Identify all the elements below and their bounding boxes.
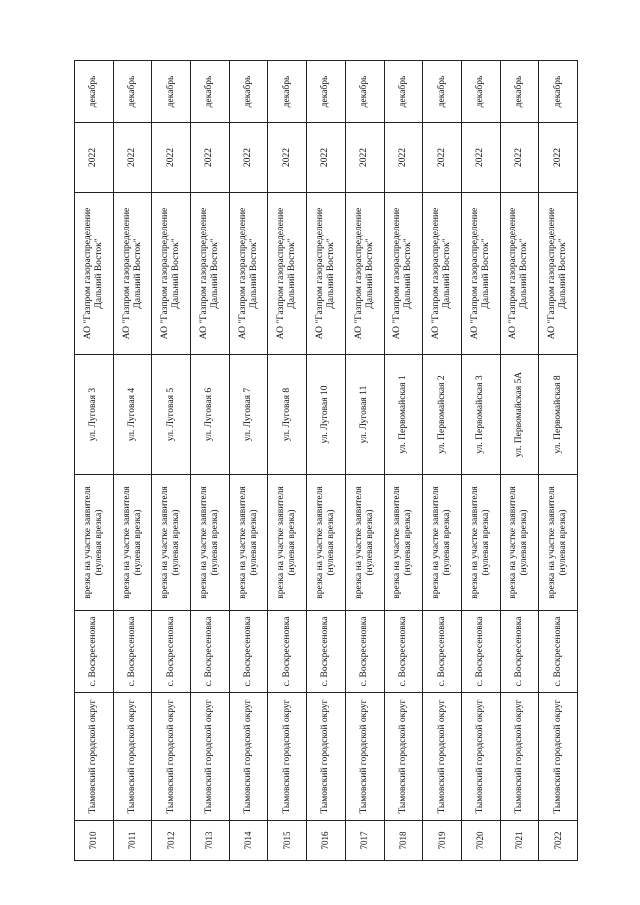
village-cell: с. Воскресеновка — [191, 611, 230, 693]
address-cell: ул. Первомайская 2 — [423, 355, 462, 475]
table-row — [539, 61, 578, 861]
table-row — [500, 61, 539, 861]
row-number: 7022 — [539, 821, 578, 861]
year-cell: 2022 — [345, 123, 384, 193]
row-number: 7013 — [191, 821, 230, 861]
address-cell: ул. Первомайская 8 — [539, 355, 578, 475]
row-number: 7021 — [500, 821, 539, 861]
village-cell: с. Воскресеновка — [423, 611, 462, 693]
table-row — [423, 61, 462, 861]
work-type-cell: врезка на участке заявителя (нулевая врезка) — [307, 475, 346, 611]
district-cell: Тымовский городской округ — [191, 693, 230, 821]
village-cell: с. Воскресеновка — [75, 611, 114, 693]
month-cell: декабрь — [229, 61, 268, 123]
address-cell: ул. Луговая 11 — [345, 355, 384, 475]
row-number: 7016 — [307, 821, 346, 861]
village-cell: с. Воскресеновка — [384, 611, 423, 693]
address-cell: ул. Луговая 6 — [191, 355, 230, 475]
row-number: 7012 — [152, 821, 191, 861]
address-cell: ул. Первомайская 1 — [384, 355, 423, 475]
row-number: 7020 — [461, 821, 500, 861]
year-cell: 2022 — [75, 123, 114, 193]
work-type-cell: врезка на участке заявителя (нулевая врезка) — [152, 475, 191, 611]
district-cell: Тымовский городской округ — [307, 693, 346, 821]
table-row — [461, 61, 500, 861]
district-cell: Тымовский городской округ — [345, 693, 384, 821]
month-cell: декабрь — [423, 61, 462, 123]
organization-cell: АО "Газпром газораспределение Дальний Восток" — [191, 193, 230, 355]
year-cell: 2022 — [307, 123, 346, 193]
month-cell: декабрь — [152, 61, 191, 123]
table-row — [268, 61, 307, 861]
village-cell: с. Воскресеновка — [307, 611, 346, 693]
row-number: 7010 — [75, 821, 114, 861]
work-type-cell: врезка на участке заявителя (нулевая врезка) — [191, 475, 230, 611]
address-cell: ул. Луговая 8 — [268, 355, 307, 475]
village-cell: с. Воскресеновка — [345, 611, 384, 693]
year-cell: 2022 — [268, 123, 307, 193]
village-cell: с. Воскресеновка — [268, 611, 307, 693]
village-cell: с. Воскресеновка — [229, 611, 268, 693]
year-cell: 2022 — [423, 123, 462, 193]
village-cell: с. Воскресеновка — [539, 611, 578, 693]
district-cell: Тымовский городской округ — [229, 693, 268, 821]
year-cell: 2022 — [191, 123, 230, 193]
table-row — [75, 61, 114, 861]
table-row — [345, 61, 384, 861]
district-cell: Тымовский городской округ — [539, 693, 578, 821]
year-cell: 2022 — [539, 123, 578, 193]
table-row — [152, 61, 191, 861]
work-type-cell: врезка на участке заявителя (нулевая врезка) — [539, 475, 578, 611]
row-number: 7014 — [229, 821, 268, 861]
work-type-cell: врезка на участке заявителя (нулевая врезка) — [229, 475, 268, 611]
village-cell: с. Воскресеновка — [500, 611, 539, 693]
address-cell: ул. Луговая 10 — [307, 355, 346, 475]
district-cell: Тымовский городской округ — [152, 693, 191, 821]
table-row — [307, 61, 346, 861]
table-row — [229, 61, 268, 861]
work-type-cell: врезка на участке заявителя (нулевая врезка) — [461, 475, 500, 611]
table-row — [113, 61, 152, 861]
table-row — [191, 61, 230, 861]
month-cell: декабрь — [268, 61, 307, 123]
row-number: 7015 — [268, 821, 307, 861]
organization-cell: АО "Газпром газораспределение Дальний Восток" — [307, 193, 346, 355]
organization-cell: АО "Газпром газораспределение Дальний Восток" — [113, 193, 152, 355]
district-cell: Тымовский городской округ — [461, 693, 500, 821]
month-cell: декабрь — [191, 61, 230, 123]
organization-cell: АО "Газпром газораспределение Дальний Восток" — [345, 193, 384, 355]
organization-cell: АО "Газпром газораспределение Дальний Восток" — [229, 193, 268, 355]
month-cell: декабрь — [75, 61, 114, 123]
gasification-table — [74, 60, 578, 861]
organization-cell: АО "Газпром газораспределение Дальний Восток" — [461, 193, 500, 355]
address-cell: ул. Луговая 4 — [113, 355, 152, 475]
district-cell: Тымовский городской округ — [75, 693, 114, 821]
table-body — [75, 61, 578, 861]
organization-cell: АО "Газпром газораспределение Дальний Восток" — [500, 193, 539, 355]
district-cell: Тымовский городской округ — [500, 693, 539, 821]
year-cell: 2022 — [152, 123, 191, 193]
month-cell: декабрь — [307, 61, 346, 123]
organization-cell: АО "Газпром газораспределение Дальний Восток" — [268, 193, 307, 355]
organization-cell: АО "Газпром газораспределение Дальний Восток" — [539, 193, 578, 355]
village-cell: с. Воскресеновка — [113, 611, 152, 693]
organization-cell: АО "Газпром газораспределение Дальний Восток" — [423, 193, 462, 355]
work-type-cell: врезка на участке заявителя (нулевая врезка) — [268, 475, 307, 611]
month-cell: декабрь — [500, 61, 539, 123]
table-row — [384, 61, 423, 861]
year-cell: 2022 — [229, 123, 268, 193]
organization-cell: АО "Газпром газораспределение Дальний Восток" — [152, 193, 191, 355]
district-cell: Тымовский городской округ — [384, 693, 423, 821]
row-number: 7019 — [423, 821, 462, 861]
address-cell: ул. Луговая 7 — [229, 355, 268, 475]
month-cell: декабрь — [539, 61, 578, 123]
month-cell: декабрь — [384, 61, 423, 123]
work-type-cell: врезка на участке заявителя (нулевая врезка) — [423, 475, 462, 611]
address-cell: ул. Первомайская 3 — [461, 355, 500, 475]
work-type-cell: врезка на участке заявителя (нулевая врезка) — [345, 475, 384, 611]
month-cell: декабрь — [461, 61, 500, 123]
address-cell: ул. Первомайская 5А — [500, 355, 539, 475]
rotated-table-container — [74, 61, 578, 861]
work-type-cell: врезка на участке заявителя (нулевая врезка) — [500, 475, 539, 611]
village-cell: с. Воскресеновка — [152, 611, 191, 693]
year-cell: 2022 — [500, 123, 539, 193]
district-cell: Тымовский городской округ — [268, 693, 307, 821]
row-number: 7018 — [384, 821, 423, 861]
row-number: 7011 — [113, 821, 152, 861]
address-cell: ул. Луговая 3 — [75, 355, 114, 475]
work-type-cell: врезка на участке заявителя (нулевая врезка) — [75, 475, 114, 611]
year-cell: 2022 — [113, 123, 152, 193]
organization-cell: АО "Газпром газораспределение Дальний Восток" — [75, 193, 114, 355]
district-cell: Тымовский городской округ — [113, 693, 152, 821]
work-type-cell: врезка на участке заявителя (нулевая врезка) — [113, 475, 152, 611]
month-cell: декабрь — [113, 61, 152, 123]
village-cell: с. Воскресеновка — [461, 611, 500, 693]
year-cell: 2022 — [384, 123, 423, 193]
organization-cell: АО "Газпром газораспределение Дальний Восток" — [384, 193, 423, 355]
row-number: 7017 — [345, 821, 384, 861]
address-cell: ул. Луговая 5 — [152, 355, 191, 475]
year-cell: 2022 — [461, 123, 500, 193]
district-cell: Тымовский городской округ — [423, 693, 462, 821]
work-type-cell: врезка на участке заявителя (нулевая врезка) — [384, 475, 423, 611]
month-cell: декабрь — [345, 61, 384, 123]
